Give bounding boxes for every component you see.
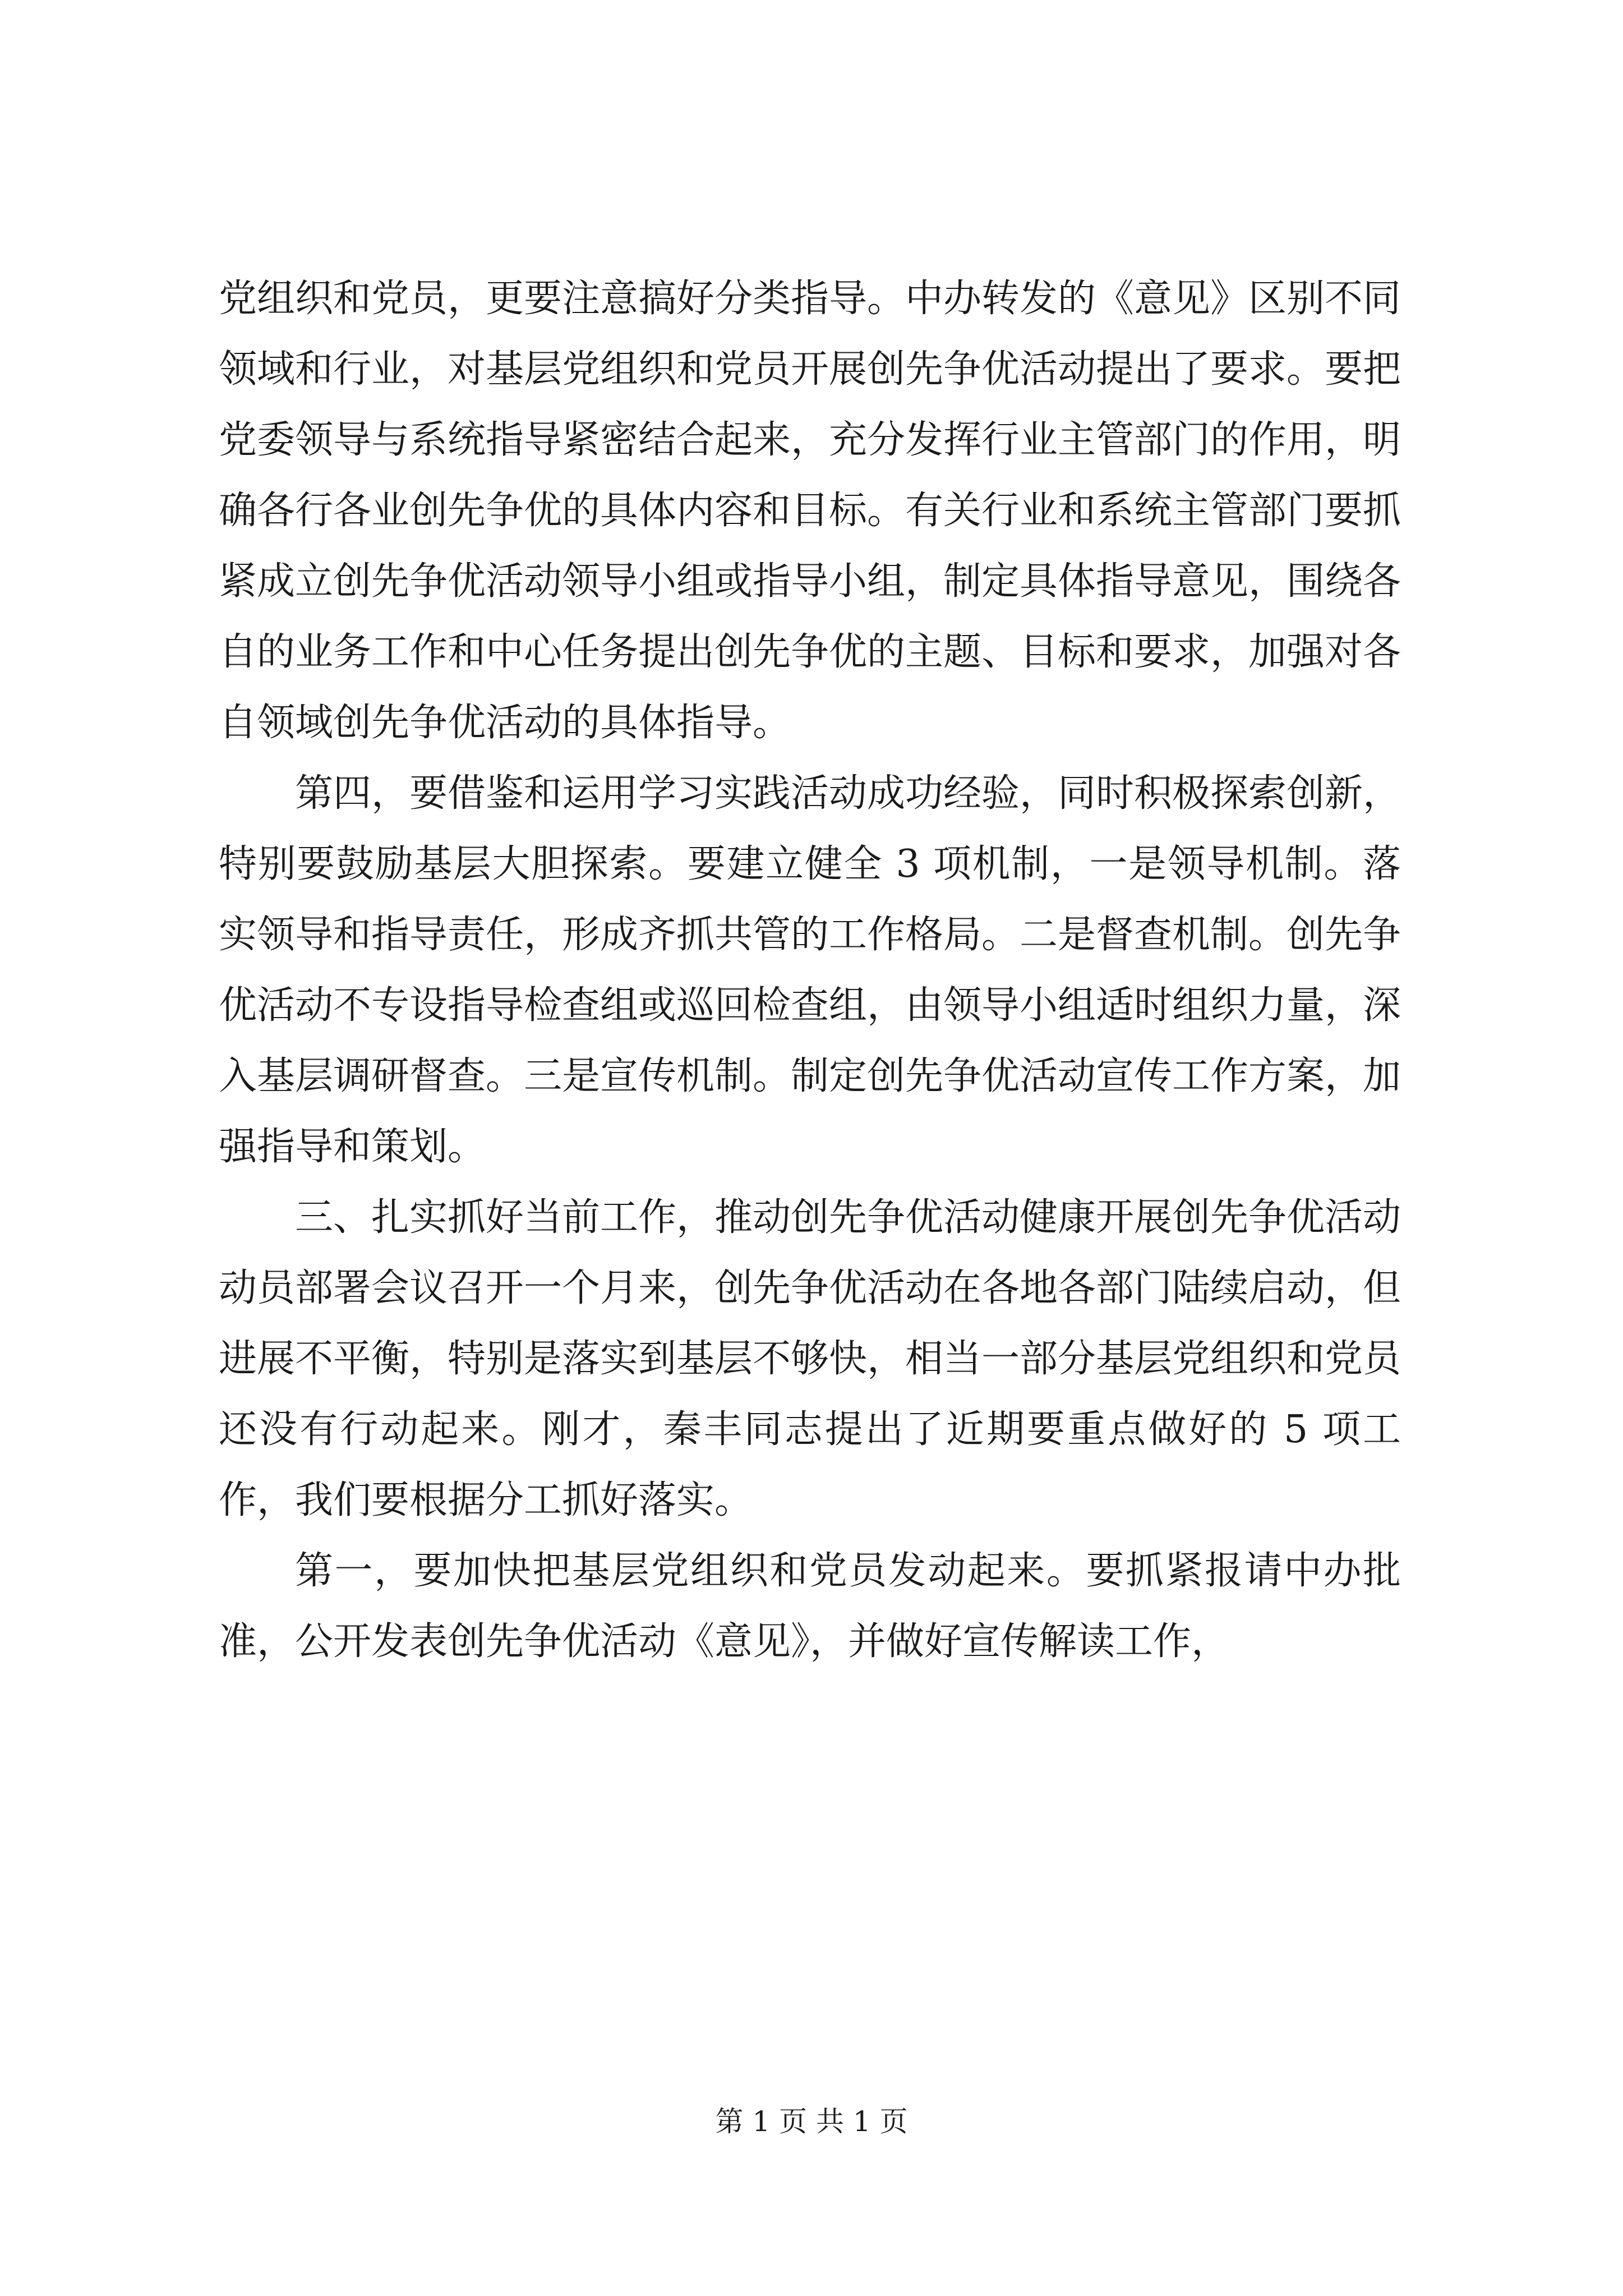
document-body — [219, 264, 1401, 1677]
paragraph-4: 第一，要加快把基层党组织和党员发动起来。要抓紧报请中办批准，公开发表创先争优活动《意见》，并做好宣传解读工作， — [219, 1549, 1401, 1664]
paragraph-1: 党组织和党员，更要注意搞好分类指导。中办转发的《意见》区别不同领域和行业，对基层党组织和党员开展创先争优活动提出了要求。要把党委领导与系统指导紧密结合起来，充分发挥行业主管部门的作用，明确各行各业创先争优的具体内容和目标。有关行业和系统主管部门要抓紧成立创先争优活动领导小组或指导小组，制定具体指导意见，围绕各自的业务工作和中心任务提出创先争优的主题、目标和要求，加强对各自领域创先争优活动的具体指导。 — [219, 277, 1401, 745]
page-footer: 第 1 页 共 1 页 — [715, 2105, 908, 2138]
paragraph-2: 第四，要借鉴和运用学习实践活动成功经验，同时积极探索创新，特别要鼓励基层大胆探索。要建立健全 3 项机制，一是领导机制。落实领导和指导责任，形成齐抓共管的工作格局。二是督查机制。创先争优活动不专设指导检查组或巡回检查组，由领导小组适时组织力量，深入基层调研督查。三是宣传机制。制定创先争优活动宣传工作方案，加强指导和策划。 — [219, 771, 1401, 1169]
paragraph-3: 三、扎实抓好当前工作，推动创先争优活动健康开展创先争优活动动员部署会议召开一个月来，创先争优活动在各地各部门陆续启动，但进展不平衡，特别是落实到基层不够快，相当一部分基层党组织和党员还没有行动起来。刚才，秦丰同志提出了近期要重点做好的 5 项工作，我们要根据分工抓好落实。 — [219, 1195, 1401, 1522]
